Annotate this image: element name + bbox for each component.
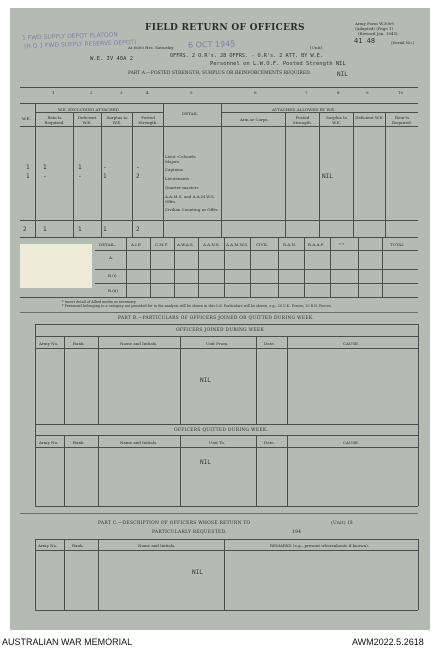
- head-surplus: Surplus to W.E.: [106, 115, 128, 125]
- rank-civilian: Civilian Counting as Offrs.: [165, 207, 219, 212]
- part-a-title: PART A.—POSTED STRENGTH, SURPLUS OR REINFORCEMENTS REQUIRED.: [128, 71, 311, 76]
- part-b-title: PART B.—PARTICULARS OF OFFICERS JOINED OR QUITTED DURING WEEK.: [118, 316, 315, 321]
- joined-nil: NIL: [200, 377, 211, 384]
- sub-col-civil: CIVIL: [256, 242, 268, 247]
- total-surplus: 1: [103, 226, 107, 233]
- total-deficient: 1: [78, 226, 82, 233]
- joined-col-cause: CAUSE.: [343, 341, 360, 346]
- part-c-title-2: PARTICULARLY REQUESTED.: [152, 530, 227, 535]
- rank-qm: Quarter-masters: [165, 185, 199, 190]
- lt-we: 1: [26, 173, 30, 180]
- date-stamp: 6 OCT 1945: [187, 39, 236, 50]
- form-ref-2: (Adapted) (Page 1): [355, 26, 394, 31]
- footer-accession: AWM2022.5.2618: [352, 637, 424, 647]
- sub-col-raaf: R.A.A.F.: [308, 242, 325, 247]
- sub-col-total: TOTAL: [390, 242, 404, 247]
- col-num-7: 7: [305, 90, 308, 95]
- joined-col-date: Date.: [264, 341, 275, 346]
- head-posted: Posted Strength.: [138, 115, 158, 125]
- head-detail: DETAIL.: [182, 111, 199, 116]
- cap-posted: -: [136, 164, 140, 171]
- head-att-posted: Posted Strength.: [292, 115, 313, 125]
- rank-lieutenants: Lieutenants: [165, 176, 190, 181]
- col-num-3: 3: [120, 90, 123, 95]
- total-reints: 1: [43, 226, 47, 233]
- attached-heading: ATTACHED ALLOWED BY W.E.: [272, 107, 336, 112]
- part-c-title-1: PART C.—DESCRIPTION OF OFFICERS WHOSE RETURN TO: [98, 521, 251, 526]
- lwof-line: Personnel on L.W.O.F. Posted Strength NIL: [210, 61, 346, 67]
- pasted-paper-slip: [20, 244, 92, 288]
- serial-value: 41 48: [354, 37, 376, 45]
- total-posted: 2: [136, 226, 140, 233]
- unit-stamp-line-1: 1 FWD SUPPLY DEPOT PLATOON: [21, 31, 118, 42]
- head-att-reints: Rein'ts Required.: [392, 115, 412, 125]
- form-ref-3: (Revised Jan. 1945): [358, 31, 398, 36]
- quitted-col-cause: CAUSE.: [343, 440, 360, 445]
- head-att-surplus: Surplus to W.E.: [326, 115, 347, 125]
- head-we: W.E.: [22, 116, 31, 121]
- joined-col-name: Name and Initials.: [120, 341, 158, 346]
- col-num-8: 8: [337, 90, 340, 95]
- head-deficient: Deficient W.E.: [77, 115, 97, 125]
- cap-we: 1: [26, 164, 30, 171]
- unit-label: (Unit): [310, 45, 322, 50]
- unit-stamp-line-2: (H.Q 1 FWD SUPPLY RESERVE DEPOT): [23, 39, 137, 50]
- joined-title: OFFICERS JOINED DURING WEEK: [176, 328, 265, 333]
- att-nil: NIL: [322, 173, 333, 180]
- c-col-armyno: Army No.: [38, 543, 58, 548]
- rank-lt-col: Lieut.-Colonels: [165, 154, 196, 159]
- quitted-nil: NIL: [200, 459, 211, 466]
- quitted-col-rank: Rank.: [73, 440, 85, 445]
- at-hours: At 0600 Hrs. Saturday: [128, 45, 174, 50]
- sub-col-star: * *: [339, 242, 345, 247]
- quitted-title: OFFICERS QUITTED DURING WEEK.: [174, 428, 269, 433]
- rank-majors: Majors: [165, 159, 180, 164]
- joined-col-unit-from: Unit From.: [206, 341, 229, 346]
- part-a-nil: NIL: [337, 71, 348, 78]
- sub-col-awas: A.W.A.S.: [177, 242, 194, 247]
- head-att-deficient: Deficient W.E.: [355, 115, 384, 120]
- sub-col-ran: R.A.N.: [283, 242, 296, 247]
- part-c-nil: NIL: [192, 569, 203, 576]
- form-sheet: FIELD RETURN OF OFFICERS Army Form W.3009 (Adapted) (Page 1) (Revised Jan. 1945) 41 48 (Serial No.) 1 FWD SUPPLY DEPOT PLATOON (H.Q 1 FWD SUPPLY RESERVE DEPOT) At 0600 Hrs. Saturday 6 OCT 1945 (Unit) W.E. IV 40A 2 OFFRS. 2 O.R's. 28 OFFRS. - O.R's. 2 ATT. BY W.E. Personnel on L.W.O.F. Posted Strength NIL PART A.—POSTED STRENGTH, SURPLUS OR REINFORCEMENTS REQUIRED. NIL 1 2 3 4 5 6 7 8 9 10 W.E. EXCLUDING ATTACHED ATTACHED ALLOWED BY W.E. W.E. Rein'ts Required. Deficient W.E. Surplus to W.E. Posted Strength. DETAIL. Arm or Corps. Posted Strength. Surplus to W.E. Deficient W.E. Rein'ts Required. Lieut.-Colonels Majors Captains Lieutenants Quarter-masters A.A.M.S. and A.A.M.W.S. Offrs. Civilian Counting as Offrs. 1 1 1 - - 1 - - 1 2 NIL 2 1 1 1 2 DETAIL. A.I.F. C.M.F. A.W.A.S. A.A.N.S. A.A.M.W.S. CIVIL R.A.N. R.A.A.F. * * TOTAL A. B.(i) B.(ii) * Insert detail of Allied media as necessary. * Personnel belonging to a category not provided for in the analysis will be shown in this Col. Particulars will be shown, e.g., 20 U.K. Forces; 10 R.N. Forces. PART B.—PARTICULARS OF OFFICERS JOINED OR QUITTED DURING WEEK. OFFICERS JOINED DURING WEEK Army No. Rank. Name and Initials. Unit From. Date. CAUSE. NIL OFFICERS QUITTED DURING WEEK. Army No. Rank. Name and Initials. Unit To. Date. CAUSE. NIL PART C.—DESCRIPTION OF OFFICERS WHOSE RETURN TO (Unit) IS PARTICULARLY REQUESTED. 194 Army No. Rank. Name and Initials. REMARKS (e.g., present whereabouts if known). NIL: [10, 8, 430, 630]
- col-num-6: 6: [254, 90, 257, 95]
- col-num-4: 4: [146, 90, 149, 95]
- col-num-2: 2: [90, 90, 93, 95]
- part-c-year: 194: [292, 530, 302, 535]
- quitted-col-unit-to: Unit To.: [209, 440, 226, 445]
- cap-reints: 1: [43, 164, 47, 171]
- joined-col-armyno: Army No.: [39, 341, 59, 346]
- note-2: * Personnel belonging to a category not provided for in the analysis will be shown in this Col. Particulars will be shown, e.g., 20 U.K. Forces; 10 R.N. Forces.: [62, 304, 332, 308]
- sub-col-aamws: A.A.M.W.S.: [226, 242, 249, 247]
- c-col-rank: Rank.: [72, 543, 84, 548]
- we-line: W.E. IV 40A 2: [90, 56, 134, 62]
- serial-label: (Serial No.): [391, 40, 415, 45]
- lt-deficient: -: [78, 173, 82, 180]
- head-reints: Rein'ts Required.: [44, 115, 65, 125]
- sub-col-cmf: C.M.F.: [155, 242, 168, 247]
- sub-col-aif: A.I.F.: [131, 242, 142, 247]
- rank-aams: A.A.M.S. and A.A.M.W.S. Offrs.: [165, 194, 215, 204]
- note-1: * Insert detail of Allied media as necessary.: [62, 300, 137, 304]
- quitted-col-date: Date.: [264, 440, 275, 445]
- rank-captains: Captains: [165, 167, 183, 172]
- lt-posted: 2: [136, 173, 140, 180]
- c-col-name: Name and Initials.: [138, 543, 176, 548]
- we-excluding-heading: W.E. EXCLUDING ATTACHED: [58, 107, 119, 112]
- offrs-line: OFFRS. 2 O.R's. 28 OFFRS. - O.R's. 2 ATT. BY W.E.: [170, 53, 324, 59]
- cap-surplus: -: [103, 164, 107, 171]
- head-arm: Arm or Corps.: [240, 117, 269, 122]
- form-title: FIELD RETURN OF OFFICERS: [145, 23, 305, 33]
- lt-reints: -: [43, 173, 47, 180]
- lt-surplus: 1: [103, 173, 107, 180]
- sub-col-detail: DETAIL.: [99, 242, 116, 247]
- col-num-9: 9: [366, 90, 369, 95]
- quitted-col-name: Name and Initials.: [120, 440, 158, 445]
- part-c-unit-is: (Unit) IS: [331, 521, 353, 526]
- sub-col-aans: A.A.N.S.: [203, 242, 220, 247]
- footer-credit: AUSTRALIAN WAR MEMORIAL: [2, 637, 133, 647]
- col-num-5: 5: [190, 90, 193, 95]
- cap-deficient: 1: [78, 164, 82, 171]
- joined-col-rank: Rank.: [73, 341, 85, 346]
- sub-row-a: A.: [109, 255, 114, 260]
- sub-row-bii: B.(ii): [108, 288, 118, 293]
- total-we: 2: [23, 226, 27, 233]
- form-ref-1: Army Form W.3009: [355, 21, 394, 26]
- c-col-remarks: REMARKS (e.g., present whereabouts if known).: [270, 543, 369, 548]
- col-num-10: 10: [398, 90, 404, 95]
- sub-row-bi: B.(i): [108, 273, 117, 278]
- quitted-col-armyno: Army No.: [39, 440, 59, 445]
